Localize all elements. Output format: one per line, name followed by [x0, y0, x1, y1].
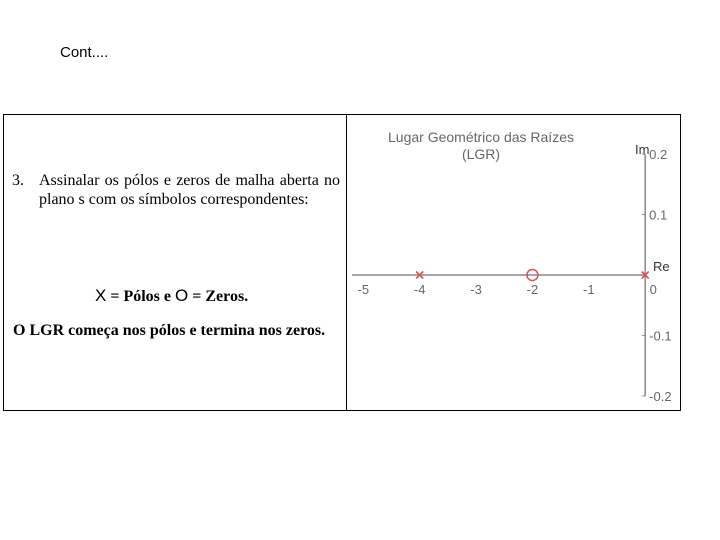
- x-axis-label: Re: [653, 259, 670, 274]
- chart-subtitle: (LGR): [461, 146, 501, 162]
- y-tick-label: -0.1: [649, 328, 672, 344]
- y-axis-label: Im: [635, 142, 650, 157]
- slide-title: Cont....: [60, 44, 109, 61]
- y-tick-label: -0.2: [649, 389, 672, 404]
- x-tick-label: -1: [583, 282, 595, 297]
- root-locus-cell: [347, 114, 681, 411]
- x-tick-label: -4: [413, 282, 426, 297]
- root-locus-chart: [347, 114, 681, 411]
- item-text: Assinalar os pólos e zeros de malha aberta no plano s com os símbolos correspondentes:: [39, 172, 340, 208]
- lgr-note: O LGR começa nos pólos e termina nos zeros.: [13, 322, 326, 339]
- chart-marks: [352, 147, 672, 404]
- chart-title: Lugar Geométrico das Raízes: [388, 129, 574, 145]
- pole-symbol: X: [95, 286, 107, 305]
- content-table: [3, 114, 681, 411]
- symbol-legend: [95, 286, 248, 306]
- x-tick-label: -2: [526, 282, 539, 297]
- x-tick-label: -3: [470, 282, 482, 297]
- pole-legend-text: = Pólos e: [106, 288, 176, 305]
- instruction-cell: [3, 114, 346, 411]
- x-tick-label: 0: [649, 282, 657, 297]
- y-tick-label: 0.2: [649, 147, 668, 162]
- zero-legend-text: = Zeros.: [188, 288, 249, 305]
- x-tick-label: -5: [357, 282, 370, 297]
- item-number: 3.: [12, 172, 24, 189]
- y-tick-label: 0.1: [649, 207, 668, 223]
- zero-symbol: O: [175, 286, 189, 305]
